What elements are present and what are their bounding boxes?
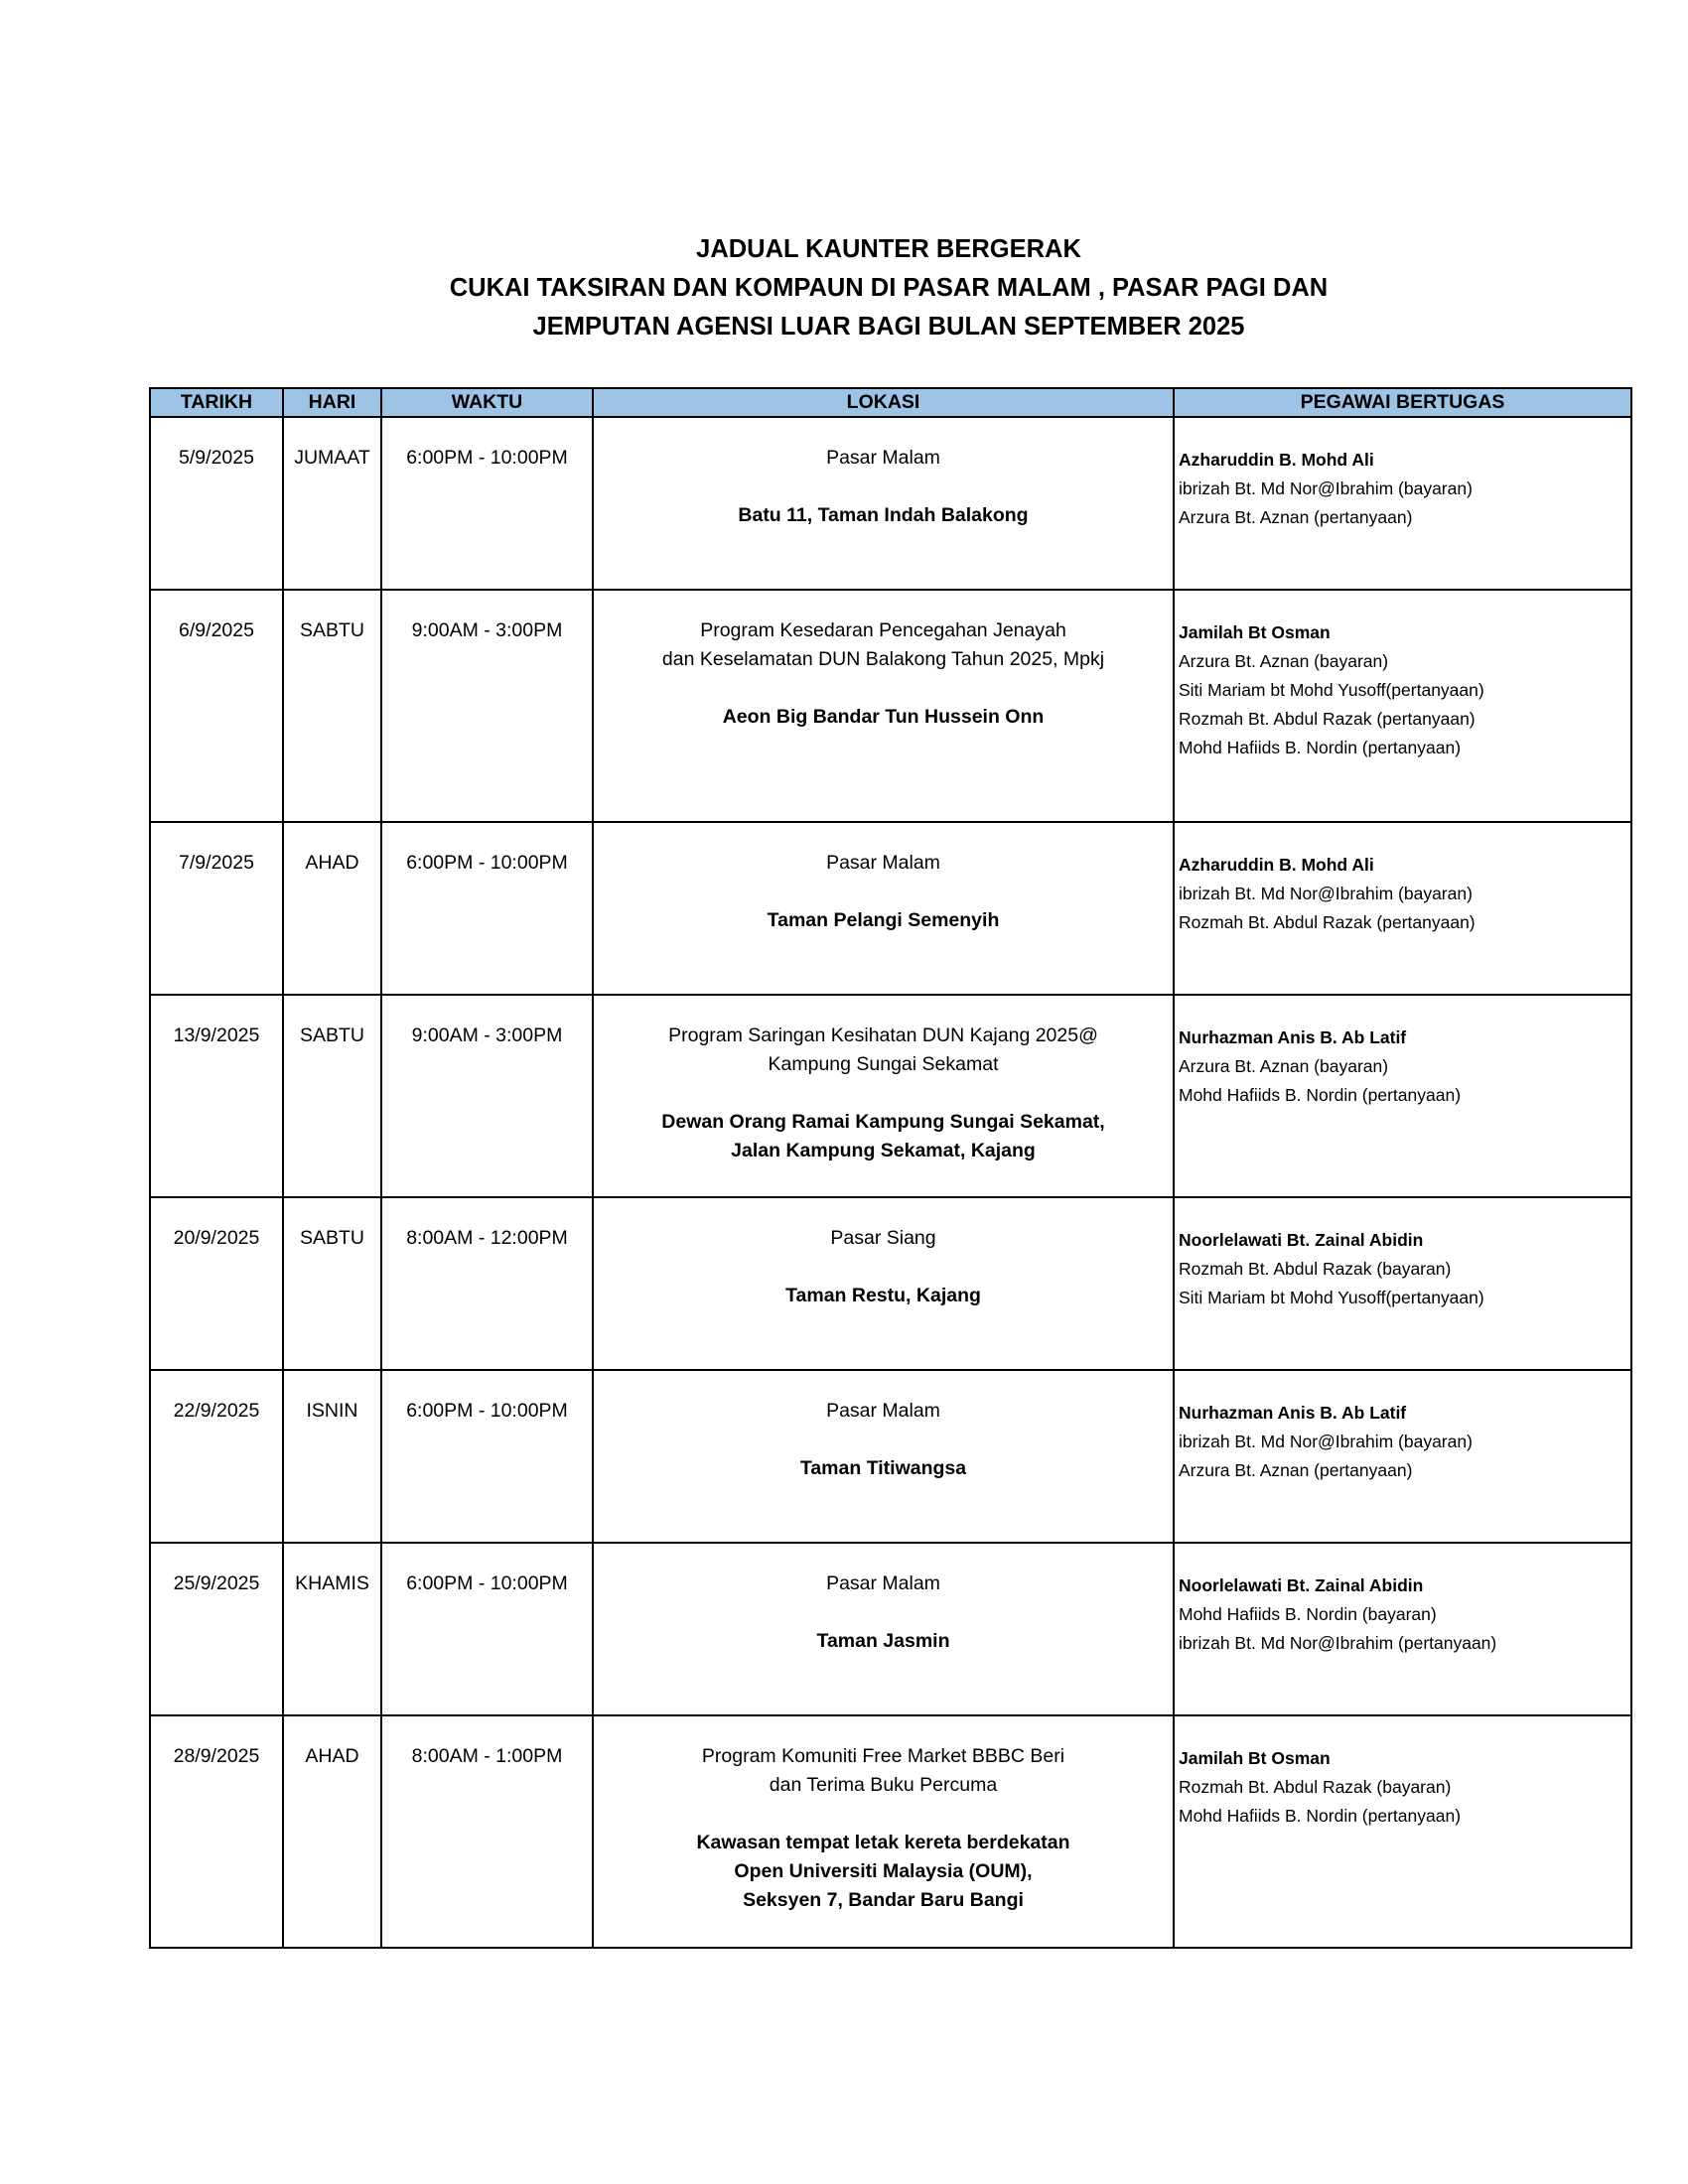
lokasi-spacer <box>594 1800 1173 1829</box>
lokasi-program-text: Pasar Siang <box>830 1227 936 1249</box>
hari-text: SABTU <box>299 619 364 641</box>
tarikh-text: 13/9/2025 <box>173 1024 260 1046</box>
header-tarikh: TARIKH <box>150 388 283 417</box>
waktu-cell <box>381 1715 593 1948</box>
pegawai-staff-text: Rozmah Bt. Abdul Razak (pertanyaan) <box>1179 912 1476 932</box>
waktu-text: 8:00AM - 12:00PM <box>406 1227 568 1249</box>
header-hari: HARI <box>283 388 381 417</box>
tarikh-text: 20/9/2025 <box>173 1227 260 1249</box>
title-line-3: JEMPUTAN AGENSI LUAR BAGI BULAN SEPTEMBER 2025 <box>532 313 1245 341</box>
lokasi-spacer <box>594 674 1173 703</box>
pegawai-staff-text: Mohd Hafiids B. Nordin (pertanyaan) <box>1179 738 1462 757</box>
lokasi-place-text: Taman Jasmin <box>816 1630 950 1652</box>
tarikh-cell <box>150 1543 283 1715</box>
pegawai-cell <box>1174 1715 1631 1948</box>
tarikh-cell <box>150 822 283 995</box>
lokasi-program-text: Pasar Malam <box>826 447 940 469</box>
pegawai-lead-text: Jamilah Bt Osman <box>1179 1748 1331 1768</box>
table-row <box>150 1543 1631 1715</box>
lokasi-program-text: Program Komuniti Free Market BBBC Beri <box>701 1745 1065 1767</box>
schedule-table <box>149 387 1632 1949</box>
pegawai-cell <box>1174 1543 1631 1715</box>
lokasi-place-text: Seksyen 7, Bandar Baru Bangi <box>743 1889 1024 1911</box>
lokasi-spacer <box>594 1426 1173 1454</box>
pegawai-lead-text: Noorlelawati Bt. Zainal Abidin <box>1179 1230 1424 1250</box>
table-row <box>150 1715 1631 1948</box>
lokasi-place-text: Kawasan tempat letak kereta berdekatan <box>696 1832 1070 1853</box>
title-line-2: CUKAI TAKSIRAN DAN KOMPAUN DI PASAR MALAM , PASAR PAGI DAN <box>449 274 1329 302</box>
lokasi-spacer <box>594 878 1173 906</box>
waktu-cell <box>381 1197 593 1370</box>
lokasi-spacer <box>594 1598 1173 1627</box>
pegawai-staff-text: Mohd Hafiids B. Nordin (pertanyaan) <box>1179 1806 1462 1826</box>
pegawai-cell <box>1174 590 1631 822</box>
table-row <box>150 417 1631 590</box>
lokasi-cell <box>593 1715 1174 1948</box>
table-row <box>150 1370 1631 1543</box>
tarikh-text: 5/9/2025 <box>179 447 254 469</box>
hari-cell <box>283 1543 381 1715</box>
waktu-text: 6:00PM - 10:00PM <box>406 852 568 874</box>
pegawai-staff-text: Arzura Bt. Aznan (pertanyaan) <box>1179 507 1413 527</box>
waktu-text: 8:00AM - 1:00PM <box>411 1745 563 1767</box>
lokasi-place-text: Taman Pelangi Semenyih <box>767 909 1000 931</box>
pegawai-staff-text: Arzura Bt. Aznan (pertanyaan) <box>1179 1460 1413 1480</box>
lokasi-program-text: Kampung Sungai Sekamat <box>768 1053 999 1075</box>
table-row <box>150 590 1631 822</box>
pegawai-lead-text: Noorlelawati Bt. Zainal Abidin <box>1179 1575 1424 1595</box>
pegawai-staff-text: Arzura Bt. Aznan (bayaran) <box>1179 1056 1389 1076</box>
lokasi-place-text: Aeon Big Bandar Tun Hussein Onn <box>722 706 1045 728</box>
tarikh-cell <box>150 590 283 822</box>
hari-text: JUMAAT <box>294 447 370 469</box>
tarikh-text: 6/9/2025 <box>179 619 254 641</box>
hari-cell <box>283 1715 381 1948</box>
document-title <box>0 230 1688 346</box>
hari-cell <box>283 1197 381 1370</box>
pegawai-staff-text: Siti Mariam bt Mohd Yusoff(pertanyaan) <box>1179 680 1484 700</box>
pegawai-lead-text: Azharuddin B. Mohd Ali <box>1179 450 1374 470</box>
pegawai-staff-text: Rozmah Bt. Abdul Razak (bayaran) <box>1179 1777 1452 1797</box>
schedule-body <box>150 417 1631 1948</box>
lokasi-program-text: Pasar Malam <box>826 852 940 874</box>
header-lokasi: LOKASI <box>593 388 1174 417</box>
waktu-cell <box>381 822 593 995</box>
hari-cell <box>283 822 381 995</box>
hari-cell <box>283 995 381 1197</box>
lokasi-place-text: Taman Titiwangsa <box>799 1457 967 1479</box>
lokasi-spacer <box>594 1079 1173 1108</box>
tarikh-cell <box>150 1197 283 1370</box>
lokasi-cell <box>593 995 1174 1197</box>
pegawai-lead-text: Jamilah Bt Osman <box>1179 622 1331 642</box>
lokasi-cell <box>593 822 1174 995</box>
header-pegawai: PEGAWAI BERTUGAS <box>1174 388 1631 417</box>
lokasi-place-text: Open Universiti Malaysia (OUM), <box>734 1860 1033 1882</box>
pegawai-staff-text: ibrizah Bt. Md Nor@Ibrahim (bayaran) <box>1179 1432 1473 1451</box>
lokasi-program-text: Pasar Malam <box>826 1400 940 1422</box>
header-waktu: WAKTU <box>381 388 593 417</box>
lokasi-cell <box>593 1543 1174 1715</box>
waktu-cell <box>381 1370 593 1543</box>
waktu-text: 9:00AM - 3:00PM <box>411 1024 563 1046</box>
pegawai-staff-text: ibrizah Bt. Md Nor@Ibrahim (bayaran) <box>1179 884 1473 903</box>
hari-cell <box>283 417 381 590</box>
tarikh-text: 22/9/2025 <box>173 1400 260 1422</box>
lokasi-spacer <box>594 473 1173 501</box>
pegawai-cell <box>1174 822 1631 995</box>
pegawai-staff-text: Rozmah Bt. Abdul Razak (bayaran) <box>1179 1259 1452 1279</box>
pegawai-lead-text: Nurhazman Anis B. Ab Latif <box>1179 1403 1407 1423</box>
lokasi-cell <box>593 590 1174 822</box>
waktu-text: 6:00PM - 10:00PM <box>406 1400 568 1422</box>
pegawai-staff-text: ibrizah Bt. Md Nor@Ibrahim (pertanyaan) <box>1179 1633 1497 1653</box>
waktu-cell <box>381 417 593 590</box>
lokasi-program-text: dan Keselamatan DUN Balakong Tahun 2025, Mpkj <box>661 648 1105 670</box>
hari-text: SABTU <box>299 1024 364 1046</box>
lokasi-place-text: Dewan Orang Ramai Kampung Sungai Sekamat, <box>661 1111 1105 1133</box>
lokasi-cell <box>593 1370 1174 1543</box>
pegawai-staff-text: Siti Mariam bt Mohd Yusoff(pertanyaan) <box>1179 1288 1484 1307</box>
lokasi-place-text: Batu 11, Taman Indah Balakong <box>738 504 1029 526</box>
hari-cell <box>283 590 381 822</box>
pegawai-staff-text: Mohd Hafiids B. Nordin (bayaran) <box>1179 1604 1437 1624</box>
pegawai-lead-text: Nurhazman Anis B. Ab Latif <box>1179 1027 1407 1047</box>
pegawai-lead-text: Azharuddin B. Mohd Ali <box>1179 855 1374 875</box>
tarikh-text: 28/9/2025 <box>173 1745 260 1767</box>
waktu-cell <box>381 995 593 1197</box>
pegawai-cell <box>1174 417 1631 590</box>
table-header-row <box>150 388 1631 417</box>
tarikh-cell <box>150 1370 283 1543</box>
hari-text: ISNIN <box>306 1400 358 1422</box>
pegawai-staff-text: Mohd Hafiids B. Nordin (pertanyaan) <box>1179 1085 1462 1105</box>
hari-text: SABTU <box>299 1227 364 1249</box>
waktu-cell <box>381 1543 593 1715</box>
table-row <box>150 1197 1631 1370</box>
table-row <box>150 995 1631 1197</box>
pegawai-staff-text: Rozmah Bt. Abdul Razak (pertanyaan) <box>1179 709 1476 729</box>
hari-text: AHAD <box>305 852 359 874</box>
table-row <box>150 822 1631 995</box>
tarikh-cell <box>150 417 283 590</box>
pegawai-staff-text: Arzura Bt. Aznan (bayaran) <box>1179 651 1389 671</box>
lokasi-place-text: Jalan Kampung Sekamat, Kajang <box>731 1140 1036 1161</box>
waktu-text: 6:00PM - 10:00PM <box>406 1572 568 1594</box>
lokasi-program-text: Program Saringan Kesihatan DUN Kajang 2025@ <box>668 1024 1098 1046</box>
tarikh-text: 25/9/2025 <box>173 1572 260 1594</box>
lokasi-spacer <box>594 1253 1173 1282</box>
hari-text: KHAMIS <box>295 1572 369 1594</box>
waktu-cell <box>381 590 593 822</box>
waktu-text: 9:00AM - 3:00PM <box>411 619 563 641</box>
title-line-1: JADUAL KAUNTER BERGERAK <box>696 235 1081 263</box>
hari-cell <box>283 1370 381 1543</box>
pegawai-staff-text: ibrizah Bt. Md Nor@Ibrahim (bayaran) <box>1179 478 1473 498</box>
lokasi-program-text: Program Kesedaran Pencegahan Jenayah <box>700 619 1066 641</box>
tarikh-text: 7/9/2025 <box>179 852 254 874</box>
pegawai-cell <box>1174 995 1631 1197</box>
lokasi-program-text: Pasar Malam <box>826 1572 940 1594</box>
hari-text: AHAD <box>305 1745 359 1767</box>
lokasi-program-text: dan Terima Buku Percuma <box>769 1774 998 1796</box>
pegawai-cell <box>1174 1370 1631 1543</box>
tarikh-cell <box>150 995 283 1197</box>
lokasi-cell <box>593 1197 1174 1370</box>
tarikh-cell <box>150 1715 283 1948</box>
lokasi-place-text: Taman Restu, Kajang <box>785 1285 981 1306</box>
lokasi-cell <box>593 417 1174 590</box>
waktu-text: 6:00PM - 10:00PM <box>406 447 568 469</box>
pegawai-cell <box>1174 1197 1631 1370</box>
